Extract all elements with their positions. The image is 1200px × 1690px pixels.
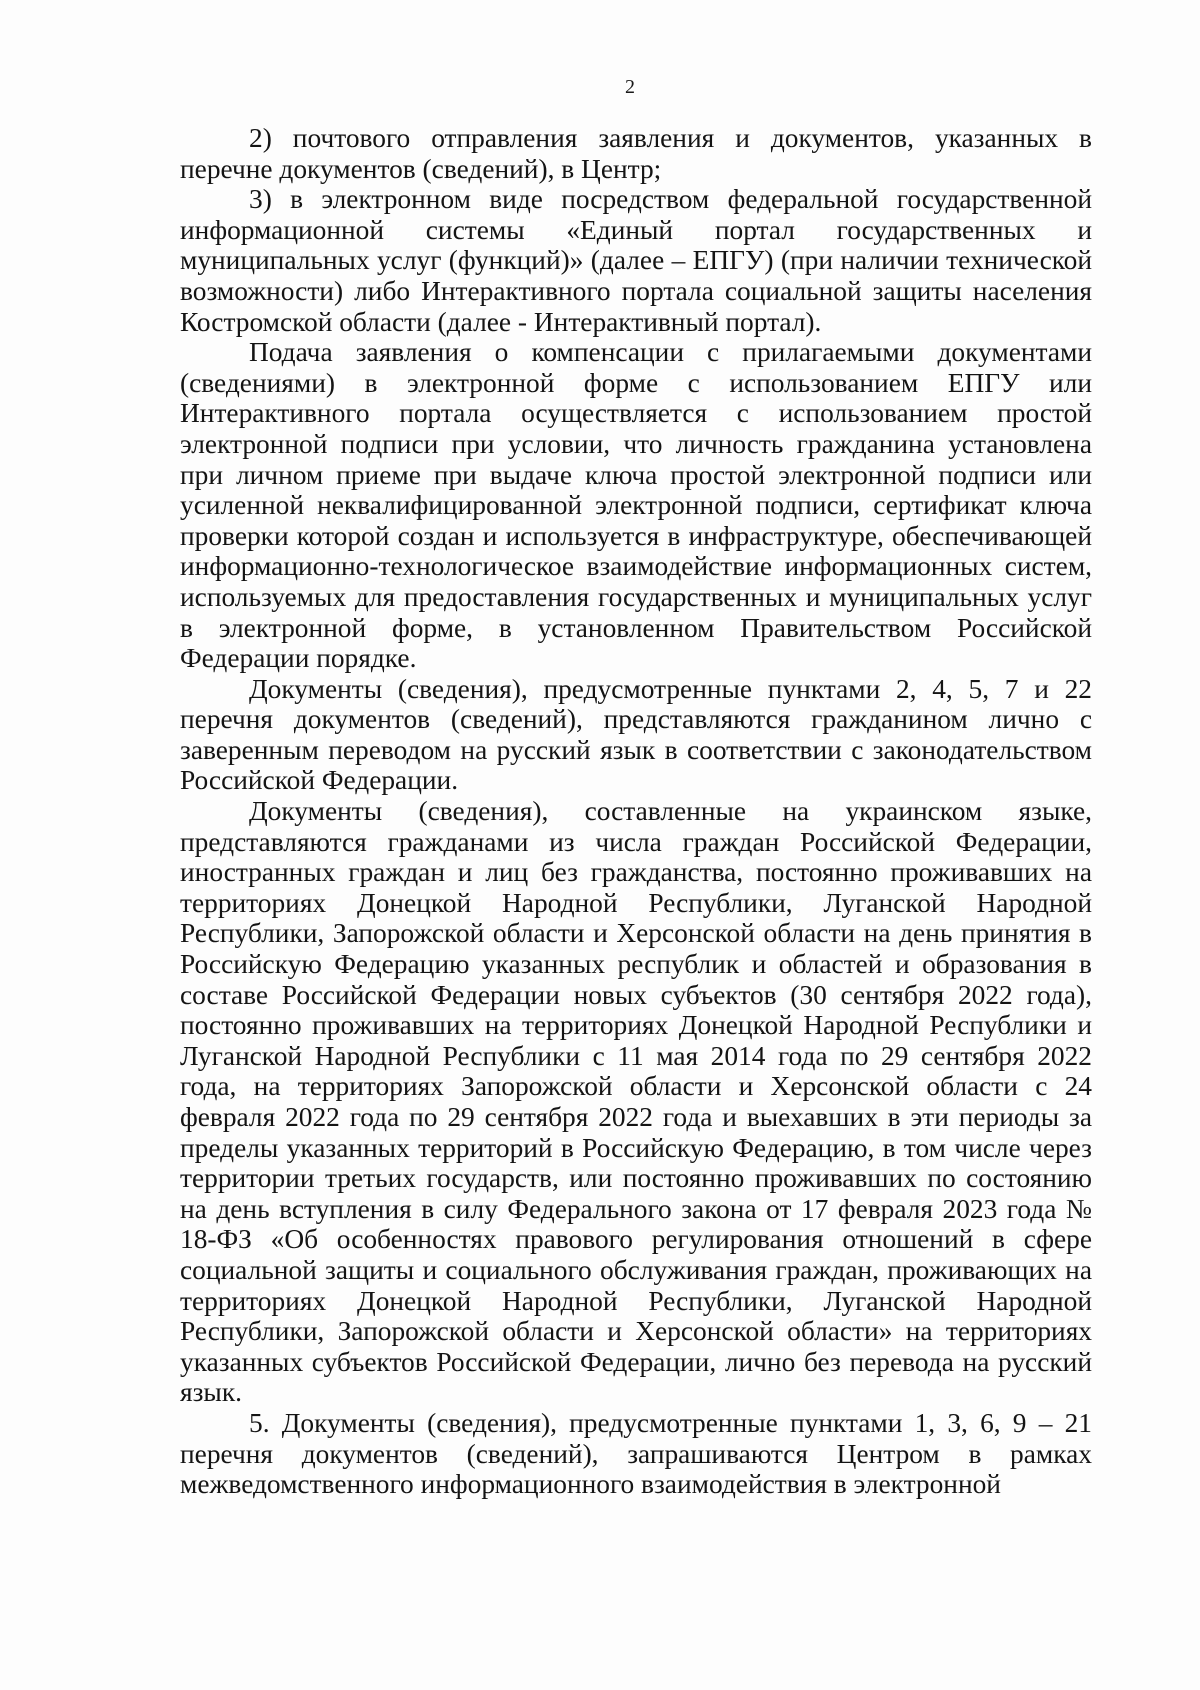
paragraph-item-5: 5. Документы (сведения), предусмотренные пунктами 1, 3, 6, 9 – 21 перечня документов (сведений), запрашиваются Центром в рамках межведомственного информационного взаимодействия в электронной xyxy=(180,1407,1092,1500)
paragraph-electronic-submission: 3) в электронном виде посредством федеральной государственной информационной системы «Единый портал государственных и муниципальных услуг (функций)» (далее – ЕПГУ) (при наличии технической возможности) либо Интерактивного портала социальной защиты населения Костромской области (далее - Интерактивный портал). xyxy=(180,184,1092,337)
paragraph-postal-submission: 2) почтового отправления заявления и документов, указанных в перечне документов (сведений), в Центр; xyxy=(180,123,1092,184)
paragraph-ukrainian-documents: Документы (сведения), составленные на украинском языке, представляются гражданами из числа граждан Российской Федерации, иностранных граждан и лиц без гражданства, постоянно проживавших на территориях Донецкой Народной Республики, Луганской Народной Республики, Запорожской области и Херсонской области на день принятия в Российскую Федерацию указанных республик и областей и образования в составе Российской Федерации новых субъектов (30 сентября 2022 года), постоянно проживавших на территориях Донецкой Народной Республики и Луганской Народной Республики с 11 мая 2014 года по 29 сентября 2022 года, на территориях Запорожской области и Херсонской области с 24 февраля 2022 года по 29 сентября 2022 года и выехавших в эти периоды за пределы указанных территорий в Российскую Федерацию, в том числе через территории третьих государств, или постоянно проживавших по состоянию на день вступления в силу Федерального закона от 17 февраля 2023 года № 18-ФЗ «Об особенностях правового регулирования отношений в сфере социальной защиты и социального обслуживания граждан, проживающих на территориях Донецкой Народной Республики, Луганской Народной Республики, Запорожской области и Херсонской области» на территориях указанных субъектов Российской Федерации, лично без перевода на русский язык. xyxy=(180,796,1092,1408)
document-body xyxy=(180,123,1092,1500)
paragraph-translated-documents: Документы (сведения), предусмотренные пунктами 2, 4, 5, 7 и 22 перечня документов (сведений), представляются гражданином лично с заверенным переводом на русский язык в соответствии с законодательством Российской Федерации. xyxy=(180,673,1092,796)
paragraph-electronic-signature: Подача заявления о компенсации с прилагаемыми документами (сведениями) в электронной форме с использованием ЕПГУ или Интерактивного портала осуществляется с использованием простой электронной подписи при условии, что личность гражданина установлена при личном приеме при выдаче ключа простой электронной подписи или усиленной неквалифицированной электронной подписи, сертификат ключа проверки которой создан и используется в инфраструктуре, обеспечивающей информационно-технологическое взаимодействие информационных систем, используемых для предоставления государственных и муниципальных услуг в электронной форме, в установленном Правительством Российской Федерации порядке. xyxy=(180,337,1092,674)
page-number: 2 xyxy=(625,76,635,98)
